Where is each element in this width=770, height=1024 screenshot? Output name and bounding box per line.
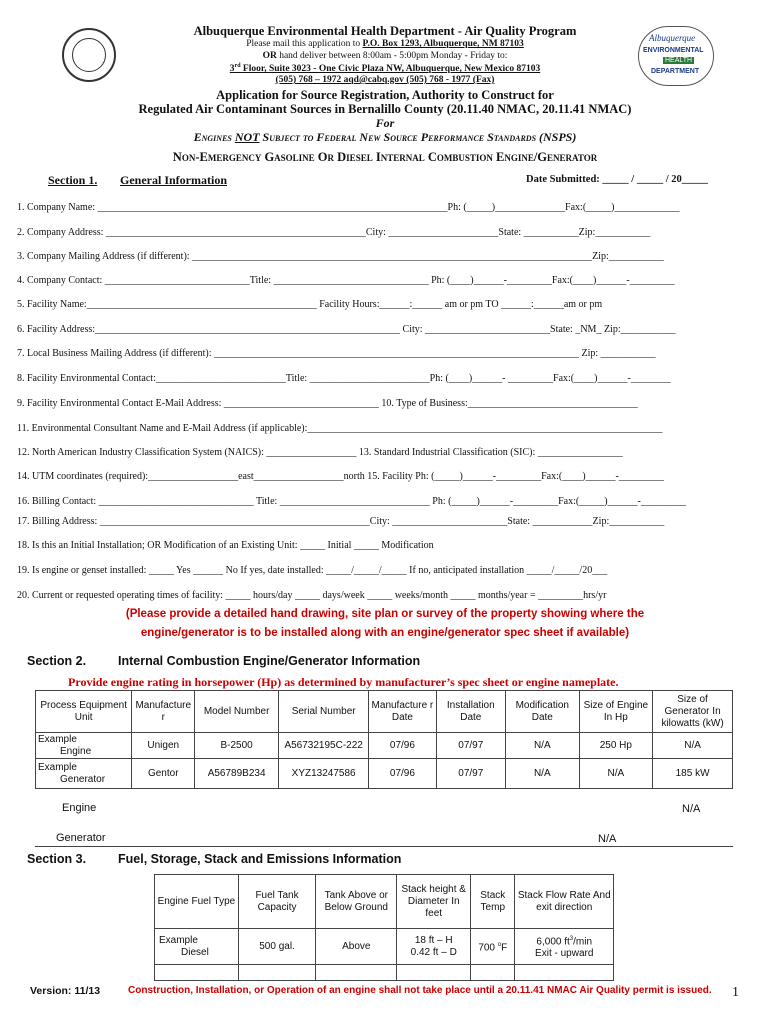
engine-data-cell: B-2500 xyxy=(195,733,279,759)
form-title-4: Engines NOT Subject to Federal New Source Performance Standards (NSPS) xyxy=(193,130,577,144)
section3-label: Section 3. xyxy=(27,852,87,866)
header-deliver-line: OR hand deliver between 8:00am - 5:00pm Monday - Friday to: xyxy=(262,51,508,61)
form-field-17[interactable]: 20. Current or requested operating times of facility: _____ hours/day _____ days/week _____ weeks/month _____ months/year = _________hrs/yr xyxy=(17,590,607,601)
form-field-4[interactable]: 4. Company Contact: _____________________________Title: _______________________________ Ph: (____)______-_________Fax:(____)______-_________ xyxy=(17,275,675,286)
engine-info-table xyxy=(35,690,733,789)
engine-data-cell: 250 Hp xyxy=(579,733,653,759)
table-row xyxy=(155,929,614,965)
section1-title: General Information xyxy=(120,173,227,187)
fuel-col-header: Engine Fuel Type xyxy=(155,875,239,929)
table-row xyxy=(155,965,614,981)
header-contact-line: (505) 768 – 1972 aqd@cabq.gov (505) 768 - 1977 (Fax) xyxy=(275,75,495,85)
unit-cell: Example Engine xyxy=(36,733,132,759)
engine-col-header: Manufacture r xyxy=(132,691,195,733)
engine-col-header: Serial Number xyxy=(279,691,369,733)
section2-instruction: Provide engine rating in horsepower (Hp) as determined by manufacturer’s spec sheet or engine nameplate. xyxy=(68,675,619,689)
engine-data-cell: Gentor xyxy=(132,759,195,789)
section2-bottom-rule xyxy=(35,846,733,847)
form-field-12[interactable]: 14. UTM coordinates (required):__________________east__________________north 15. Facility Ph: (_____)______-_________Fax:(____)______-_________ xyxy=(17,471,664,482)
engine-table-header-row xyxy=(36,691,733,733)
notice-line-2: engine/generator is to be installed along with an engine/generator spec sheet if available) xyxy=(140,627,630,639)
fuel-stack-table xyxy=(154,874,614,981)
engine-data-cell: 07/96 xyxy=(369,759,436,789)
form-field-8[interactable]: 8. Facility Environmental Contact:__________________________Title: ________________________Ph: (____)______- _________Fax:(____)______-________ xyxy=(17,373,671,384)
logo-text-top: Albuquerque xyxy=(649,33,696,43)
engine-data-cell: N/A xyxy=(579,759,653,789)
form-field-6[interactable]: 6. Facility Address:_____________________________________________________________ City: _________________________State: _NM_ Zip:___________ xyxy=(17,324,676,335)
engine-col-header: Modification Date xyxy=(506,691,580,733)
unit-cell: Example Generator xyxy=(36,759,132,789)
fuel-col-header: Stack Flow Rate And exit direction xyxy=(515,875,614,929)
form-field-15[interactable]: 18. Is this an Initial Installation; OR Modification of an Existing Unit: _____ Initial _____ Modification xyxy=(17,540,434,551)
form-field-14[interactable]: 17. Billing Address: ______________________________________________________City: _______________________State: ____________Zip:___________ xyxy=(17,516,665,527)
section3-title: Fuel, Storage, Stack and Emissions Information xyxy=(118,852,402,866)
engine-col-header: Size of Engine In Hp xyxy=(579,691,653,733)
date-submitted-field[interactable]: Date Submitted: _____ / _____ / 20_____ xyxy=(526,174,708,185)
engine-data-cell: 07/97 xyxy=(436,759,505,789)
fuel-col-header: Fuel Tank Capacity xyxy=(238,875,316,929)
logo-text-bot: DEPARTMENT xyxy=(651,68,700,75)
form-field-16[interactable]: 19. Is engine or genset installed: _____ Yes ______ No If yes, date installed: _____/_____/_____ If no, anticipated installation _____/_____/20___ xyxy=(17,565,608,576)
fuel-type-input[interactable] xyxy=(155,965,239,981)
engine-col-header: Model Number xyxy=(195,691,279,733)
engine-data-cell: 07/96 xyxy=(369,733,436,759)
flow-cell: 6,000 $ft^3/\min$ Exit - upward xyxy=(515,929,614,965)
logo-text-mid2: HEALTH xyxy=(665,57,693,64)
table-row xyxy=(36,759,733,789)
engine-data-cell: A56732195C-222 xyxy=(279,733,369,759)
engine-data-cell: Unigen xyxy=(132,733,195,759)
form-field-2[interactable]: 2. Company Address: ____________________________________________________City: ______________________State: ___________Zip:___________ xyxy=(17,227,651,238)
engine-row-na: N/A xyxy=(682,803,701,815)
fuel-col-header: Stack height & Diameter In feet xyxy=(397,875,471,929)
header-title: Albuquerque Environmental Health Department - Air Quality Program xyxy=(193,24,577,38)
engine-data-cell: N/A xyxy=(653,733,733,759)
engine-row-label: Engine xyxy=(62,802,97,814)
engine-col-header: Installation Date xyxy=(436,691,505,733)
engine-data-cell: 07/97 xyxy=(436,733,505,759)
form-title-3: For xyxy=(375,116,395,130)
notice-line-1: (Please provide a detailed hand drawing, site plan or survey of the property showing where the xyxy=(125,608,645,620)
form-field-5[interactable]: 5. Facility Name:______________________________________________ Facility Hours:______:______ am or pm TO ______:______am or pm xyxy=(17,299,603,310)
page-number: 1 xyxy=(732,985,739,1000)
table-row xyxy=(36,733,733,759)
engine-col-header: Process Equipment Unit xyxy=(36,691,132,733)
engine-data-cell: XYZ13247586 xyxy=(279,759,369,789)
engine-col-header: Manufacture r Date xyxy=(369,691,436,733)
generator-row-label: Generator xyxy=(56,832,106,844)
tank-input[interactable] xyxy=(316,965,397,981)
form-title-1: Application for Source Registration, Authority to Construct for xyxy=(216,88,554,102)
form-title-5: Non-Emergency Gasoline Or Diesel Internal Combustion Engine/Generator xyxy=(172,150,598,164)
engine-data-cell: N/A xyxy=(506,733,580,759)
flow-input[interactable] xyxy=(515,965,614,981)
capacity-cell: 500 gal. xyxy=(238,929,316,965)
form-field-1[interactable]: 1. Company Name: ______________________________________________________________________Ph: (_____)______________Fax:(_____)_____________ xyxy=(17,202,680,213)
form-field-9[interactable]: 9. Facility Environmental Contact E-Mail Address: _______________________________ 10. Type of Business:__________________________________ xyxy=(17,398,638,409)
logo-text-mid1: ENVIRONMENTAL xyxy=(643,47,704,54)
section1-label: Section 1. xyxy=(48,173,98,187)
version-label: Version: 11/13 xyxy=(30,985,101,997)
form-field-7[interactable]: 7. Local Business Mailing Address (if different): _________________________________________________________________________ Zip: ___________ xyxy=(17,348,656,359)
generator-row-na: N/A xyxy=(598,833,617,845)
header-address-line: 3rd Floor, Suite 3023 - One Civic Plaza NW, Albuquerque, New Mexico 87103 xyxy=(229,63,541,75)
fuel-col-header: Stack Temp xyxy=(471,875,515,929)
temp-input[interactable] xyxy=(471,965,515,981)
fuel-type-cell: Example Diesel xyxy=(155,929,239,965)
stack-cell: 18 ft – H 0.42 ft – D xyxy=(397,929,471,965)
fuel-table-header-row xyxy=(155,875,614,929)
form-field-13[interactable]: 16. Billing Contact: _______________________________ Title: ______________________________ Ph: (_____)______-_________Fax:(_____)______-_________ xyxy=(17,496,686,507)
section2-title: Internal Combustion Engine/Generator Information xyxy=(118,654,421,668)
capacity-input[interactable] xyxy=(238,965,316,981)
temp-cell: 700 $^o$F xyxy=(471,929,515,965)
form-field-11[interactable]: 12. North American Industry Classification System (NAICS): __________________ 13. Standard Industrial Classification (SIC): _________________ xyxy=(17,447,623,458)
engine-data-cell: A56789B234 xyxy=(195,759,279,789)
form-field-3[interactable]: 3. Company Mailing Address (if different): ________________________________________________________________________________Zip:___________ xyxy=(17,251,664,262)
footer-warning: Construction, Installation, or Operation of an engine shall not take place until a 20.11.41 NMAC Air Quality permit is issued. xyxy=(128,985,712,996)
tank-cell: Above xyxy=(316,929,397,965)
form-field-10[interactable]: 11. Environmental Consultant Name and E-Mail Address (if applicable):_______________________________________________________________________ xyxy=(17,423,663,434)
engine-data-cell: N/A xyxy=(506,759,580,789)
stack-input[interactable] xyxy=(397,965,471,981)
engine-col-header: Size of Generator In kilowatts (kW) xyxy=(653,691,733,733)
header-mail-line: Please mail this application to P.O. Box 1293, Albuquerque, NM 87103 xyxy=(246,39,524,49)
fuel-col-header: Tank Above or Below Ground xyxy=(316,875,397,929)
section2-label: Section 2. xyxy=(27,654,87,668)
form-title-2: Regulated Air Contaminant Sources in Bernalillo County (20.11.40 NMAC, 20.11.41 NMAC) xyxy=(138,102,632,116)
engine-data-cell: 185 kW xyxy=(653,759,733,789)
